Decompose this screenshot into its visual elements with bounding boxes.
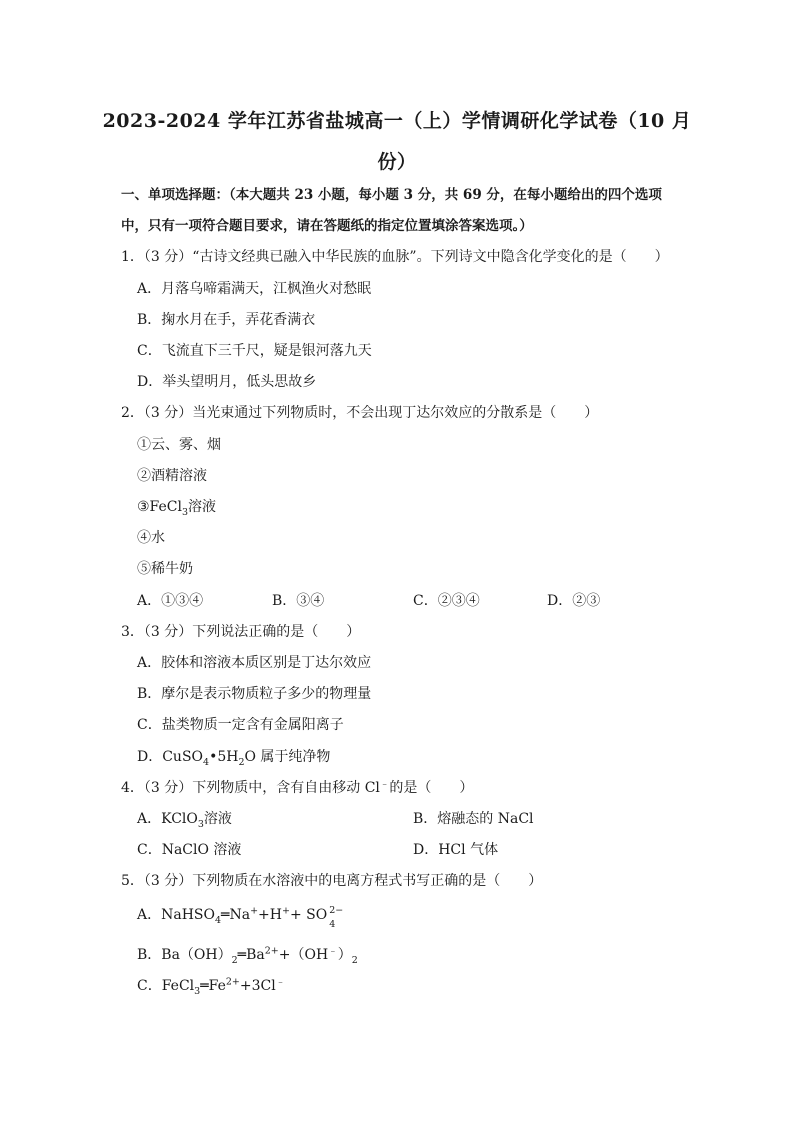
- exam-title-line-2: 份）: [377, 151, 417, 173]
- q5b-part-2: ═Ba: [237, 947, 265, 963]
- question-5-option-a[interactable]: [137, 905, 344, 930]
- question-4-option-a[interactable]: [137, 810, 232, 828]
- question-2-item-1: ①云、雾、烟: [137, 437, 221, 453]
- question-2-stem: 2．（3 分）当光束通过下列物质时，不会出现丁达尔效应的分散系是（ ）: [121, 405, 599, 421]
- exam-title-line-1: 2023-2024 学年江苏省盐城高一（上）学情调研化学试卷（10 月: [102, 110, 692, 132]
- q5c-sup-2: ﹣: [275, 976, 286, 988]
- question-2-item-3-formula: ③FeCl: [137, 499, 182, 515]
- q5a-part-4: + SO: [289, 907, 328, 923]
- question-2-option-d[interactable]: D．②③: [547, 593, 601, 609]
- question-2-option-b[interactable]: B．③④: [272, 593, 325, 609]
- question-2-item-4: ④水: [137, 530, 165, 546]
- q5a-ion-charge: [327, 905, 344, 930]
- question-2-item-5: ⑤稀牛奶: [137, 561, 193, 577]
- question-4-stem-text: 4．（3 分）下列物质中，含有自由移动 Cl: [121, 780, 380, 796]
- option-d-sub-1: 4: [203, 756, 210, 768]
- q5a-frac-den: 4: [329, 919, 336, 930]
- q5b-part-4: ）: [337, 947, 352, 963]
- q5c-sub-1: 3: [194, 985, 201, 997]
- question-2-option-c[interactable]: C．②③④: [413, 593, 480, 609]
- question-2-item-3-tail: 溶液: [188, 499, 217, 515]
- option-a-part-1: A．KClO: [137, 811, 198, 827]
- q5c-part-2: ═Fe: [200, 978, 226, 994]
- option-d-sub-2: 2: [238, 756, 245, 768]
- question-4-option-d[interactable]: D．HCl 气体: [413, 842, 499, 858]
- q5a-sup-1: +: [250, 905, 259, 917]
- question-5-stem: 5．（3 分）下列物质在水溶液中的电离方程式书写正确的是（ ）: [121, 873, 543, 889]
- question-4-option-c[interactable]: C．NaClO 溶液: [137, 842, 242, 858]
- option-a-sub: 3: [197, 818, 204, 830]
- q5c-sup-1: 2+: [225, 976, 240, 988]
- question-4-stem: [121, 779, 473, 797]
- q5a-part-3: +H: [258, 907, 282, 923]
- q5b-sub-2: 2: [351, 954, 358, 966]
- question-1-stem: 1．（3 分）“古诗文经典已融入中华民族的血脉”。下列诗文中隐含化学变化的是（ ）: [121, 249, 669, 265]
- question-3-option-c[interactable]: C．盐类物质一定含有金属阳离子: [137, 717, 344, 733]
- question-2-item-2: ②酒精溶液: [137, 468, 207, 484]
- option-d-part-3: O 属于纯净物: [244, 749, 331, 765]
- question-1-option-a[interactable]: A．月落乌啼霜满天，江枫渔火对愁眠: [137, 281, 372, 297]
- q5c-part-3: +3Cl: [239, 978, 276, 994]
- question-1-option-d[interactable]: D．举头望明月，低头思故乡: [137, 374, 317, 390]
- question-5-option-c[interactable]: [137, 977, 285, 995]
- question-5-option-b[interactable]: [137, 946, 358, 964]
- option-a-part-2: 溶液: [203, 811, 232, 827]
- q5b-sup-2: ﹣: [328, 945, 338, 957]
- option-d-part-1: D．CuSO: [137, 749, 204, 765]
- q5b-sup-1: 2+: [264, 945, 279, 957]
- section-heading-line-1: 一、单项选择题：（本大题共 23 小题，每小题 3 分，共 69 分，在每小题给出的四个选项: [121, 187, 662, 203]
- q5a-sub-1: 4: [214, 914, 222, 926]
- question-4-option-b[interactable]: B．熔融态的 NaCl: [413, 811, 534, 827]
- q5b-part-3: +（OH: [278, 947, 329, 963]
- q5b-part-1: B．Ba（OH）: [137, 947, 232, 963]
- question-1-option-c[interactable]: C．飞流直下三千尺，疑是银河落九天: [137, 343, 372, 359]
- question-3-stem: 3．（3 分）下列说法正确的是（ ）: [121, 624, 361, 640]
- question-2-item-3: [137, 498, 216, 516]
- question-4-stem-sup: ﹣: [379, 778, 390, 790]
- q5b-sub-1: 2: [231, 954, 238, 966]
- question-4-stem-tail: 的是（ ）: [389, 780, 474, 796]
- question-3-option-a[interactable]: A．胶体和溶液本质区别是丁达尔效应: [137, 655, 372, 671]
- question-2-option-a[interactable]: A．①③④: [137, 593, 204, 609]
- q5a-sup-2: +: [281, 905, 290, 917]
- question-3-option-d[interactable]: [137, 748, 330, 766]
- q5c-part-1: C．FeCl: [137, 978, 195, 994]
- option-d-part-2: •5H: [209, 749, 239, 765]
- q5a-part-1: A．NaHSO: [137, 907, 215, 923]
- question-1-option-b[interactable]: B．掬水月在手，弄花香满衣: [137, 312, 316, 328]
- question-2-item-3-subscript: 3: [181, 506, 189, 518]
- question-3-option-b[interactable]: B．摩尔是表示物质粒子多少的物理量: [137, 686, 372, 702]
- section-heading-line-2: 中，只有一项符合题目要求，请在答题纸的指定位置填涂答案选项。）: [121, 218, 533, 234]
- q5a-part-2: ═Na: [221, 907, 251, 923]
- q5a-frac-num: 2−: [329, 905, 344, 916]
